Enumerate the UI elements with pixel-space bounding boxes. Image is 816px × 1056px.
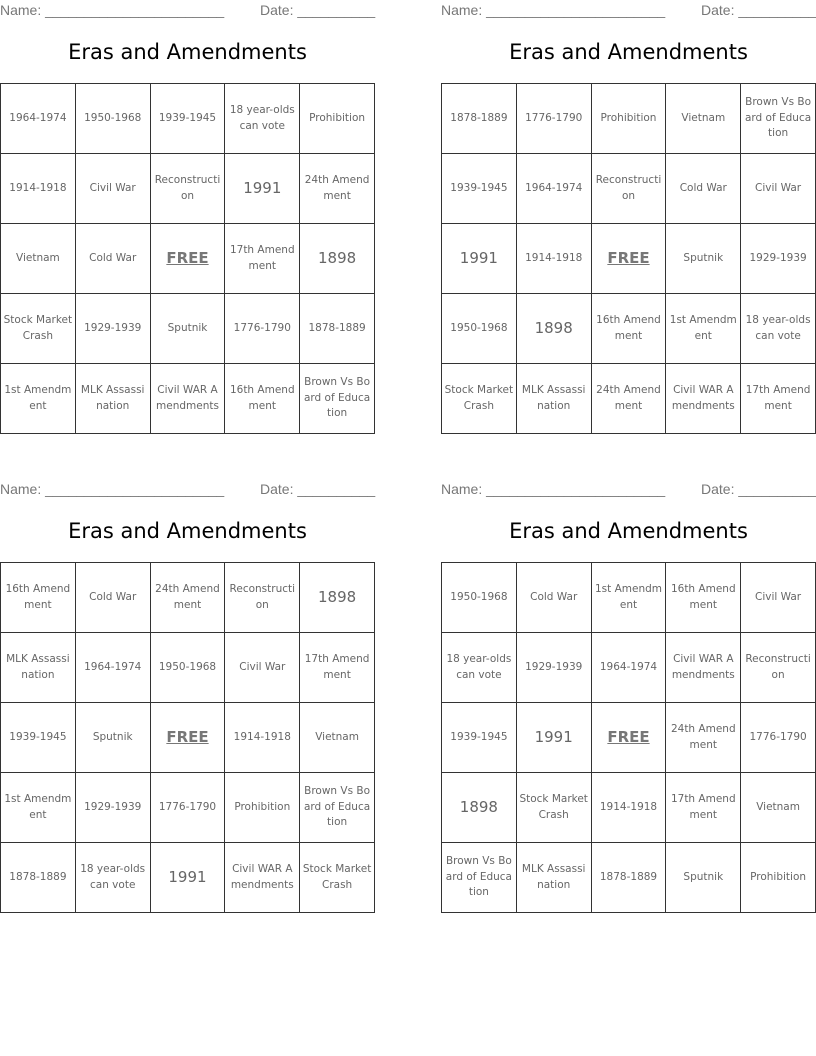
name-field-label: Name: _______________________	[441, 2, 666, 18]
bingo-grid	[0, 562, 375, 913]
bingo-cell: 1964-1974	[75, 633, 150, 703]
bingo-cell: Reconstruction	[150, 154, 225, 224]
bingo-card	[441, 0, 816, 435]
bingo-cell: MLK Assassination	[516, 843, 591, 913]
card-header	[441, 2, 816, 20]
bingo-cell: 1st Amendment	[591, 563, 666, 633]
bingo-cell: 1776-1790	[225, 294, 300, 364]
bingo-cell: 1991	[150, 843, 225, 913]
bingo-cell: 1939-1945	[1, 703, 76, 773]
bingo-grid	[441, 562, 816, 913]
bingo-cell: 1950-1968	[75, 84, 150, 154]
bingo-cell: Stock Market Crash	[516, 773, 591, 843]
grid-row	[442, 773, 816, 843]
bingo-cell: Sputnik	[75, 703, 150, 773]
grid-row	[442, 294, 816, 364]
bingo-cell: Prohibition	[591, 84, 666, 154]
grid-row	[442, 154, 816, 224]
bingo-cell: Stock Market Crash	[1, 294, 76, 364]
card-title: Eras and Amendments	[509, 519, 748, 543]
grid-row	[1, 84, 375, 154]
name-field-label: Name: _______________________	[0, 481, 225, 497]
bingo-cell: 16th Amendment	[591, 294, 666, 364]
bingo-cell: 1st Amendment	[1, 773, 76, 843]
free-space: FREE	[591, 224, 666, 294]
bingo-cell: 1929-1939	[75, 773, 150, 843]
bingo-cell: 24th Amendment	[300, 154, 375, 224]
bingo-cell: Brown Vs Board of Education	[300, 773, 375, 843]
bingo-cell: 1929-1939	[741, 224, 816, 294]
bingo-cell: 17th Amendment	[300, 633, 375, 703]
name-field-label: Name: _______________________	[441, 481, 666, 497]
date-field-label: Date: __________	[701, 481, 816, 497]
grid-row	[1, 843, 375, 913]
bingo-cell: 1878-1889	[591, 843, 666, 913]
card-title: Eras and Amendments	[68, 40, 307, 64]
bingo-cell: Brown Vs Board of Education	[300, 364, 375, 434]
bingo-cell: 24th Amendment	[591, 364, 666, 434]
bingo-cell: 1914-1918	[225, 703, 300, 773]
bingo-cell: 1964-1974	[1, 84, 76, 154]
grid-row	[1, 773, 375, 843]
grid-row	[1, 294, 375, 364]
bingo-card	[0, 0, 375, 435]
free-space: FREE	[591, 703, 666, 773]
bingo-cell: Prohibition	[225, 773, 300, 843]
bingo-cell: Prohibition	[741, 843, 816, 913]
bingo-cell: 1950-1968	[150, 633, 225, 703]
bingo-cell: MLK Assassination	[1, 633, 76, 703]
date-field-label: Date: __________	[260, 481, 376, 497]
bingo-cell: MLK Assassination	[516, 364, 591, 434]
grid-row	[442, 224, 816, 294]
bingo-cell: 1929-1939	[516, 633, 591, 703]
card-header	[0, 481, 375, 499]
bingo-cell: 1878-1889	[300, 294, 375, 364]
bingo-cell: 16th Amendment	[666, 563, 741, 633]
bingo-cell: MLK Assassination	[75, 364, 150, 434]
bingo-cell: 24th Amendment	[150, 563, 225, 633]
bingo-cell: 1914-1918	[516, 224, 591, 294]
bingo-cell: Civil War	[75, 154, 150, 224]
grid-row	[442, 563, 816, 633]
bingo-cell: Sputnik	[150, 294, 225, 364]
grid-row	[442, 633, 816, 703]
bingo-cell: Civil WAR Amendments	[666, 364, 741, 434]
bingo-cell: Cold War	[75, 224, 150, 294]
card-header	[441, 481, 816, 499]
bingo-cell: Vietnam	[741, 773, 816, 843]
bingo-cell: 1991	[225, 154, 300, 224]
free-space: FREE	[150, 703, 225, 773]
grid-row	[442, 843, 816, 913]
bingo-cell: 18 year-olds can vote	[225, 84, 300, 154]
bingo-cell: Civil WAR Amendments	[666, 633, 741, 703]
bingo-cell: 1939-1945	[442, 703, 517, 773]
bingo-cell: 18 year-olds can vote	[442, 633, 517, 703]
bingo-cell: 1929-1939	[75, 294, 150, 364]
bingo-cell: 16th Amendment	[1, 563, 76, 633]
grid-row	[442, 703, 816, 773]
bingo-cell: Reconstruction	[225, 563, 300, 633]
bingo-cell: Civil WAR Amendments	[225, 843, 300, 913]
card-title: Eras and Amendments	[509, 40, 748, 64]
bingo-cell: Prohibition	[300, 84, 375, 154]
bingo-cell: Vietnam	[666, 84, 741, 154]
grid-row	[1, 563, 375, 633]
bingo-cell: 1964-1974	[591, 633, 666, 703]
grid-row	[1, 224, 375, 294]
name-field-label: Name: _______________________	[0, 2, 225, 18]
bingo-cell: 17th Amendment	[225, 224, 300, 294]
bingo-cell: 1776-1790	[150, 773, 225, 843]
date-field-label: Date: __________	[701, 2, 816, 18]
grid-row	[1, 703, 375, 773]
bingo-cell: Brown Vs Board of Education	[442, 843, 517, 913]
bingo-card	[441, 479, 816, 914]
bingo-cell: 1898	[442, 773, 517, 843]
bingo-grid	[0, 83, 375, 434]
bingo-cell: Vietnam	[300, 703, 375, 773]
bingo-cell: 1st Amendment	[1, 364, 76, 434]
bingo-cell: 1914-1918	[1, 154, 76, 224]
bingo-cell: 18 year-olds can vote	[75, 843, 150, 913]
bingo-cell: Reconstruction	[741, 633, 816, 703]
card-title: Eras and Amendments	[68, 519, 307, 543]
bingo-cell: 1898	[300, 563, 375, 633]
bingo-cell: 1939-1945	[442, 154, 517, 224]
bingo-cell: Civil WAR Amendments	[150, 364, 225, 434]
grid-row	[442, 364, 816, 434]
bingo-cell: Sputnik	[666, 224, 741, 294]
bingo-card	[0, 479, 375, 914]
bingo-cell: 24th Amendment	[666, 703, 741, 773]
bingo-cell: Cold War	[516, 563, 591, 633]
bingo-cell: Civil War	[741, 154, 816, 224]
bingo-cell: 1898	[516, 294, 591, 364]
bingo-cell: 1st Amendment	[666, 294, 741, 364]
bingo-cell: 16th Amendment	[225, 364, 300, 434]
bingo-cell: 1878-1889	[442, 84, 517, 154]
bingo-cell: 1950-1968	[442, 294, 517, 364]
bingo-cell: 1939-1945	[150, 84, 225, 154]
bingo-cell: Stock Market Crash	[300, 843, 375, 913]
bingo-cell: 1914-1918	[591, 773, 666, 843]
bingo-cell: 1964-1974	[516, 154, 591, 224]
bingo-grid	[441, 83, 816, 434]
bingo-cell: 1776-1790	[516, 84, 591, 154]
bingo-cell: Stock Market Crash	[442, 364, 517, 434]
grid-row	[1, 633, 375, 703]
grid-row	[1, 154, 375, 224]
bingo-cell: Reconstruction	[591, 154, 666, 224]
grid-row	[1, 364, 375, 434]
date-field-label: Date: __________	[260, 2, 376, 18]
bingo-cell: 1776-1790	[741, 703, 816, 773]
card-header	[0, 2, 375, 20]
grid-row	[442, 84, 816, 154]
free-space: FREE	[150, 224, 225, 294]
bingo-cell: Cold War	[75, 563, 150, 633]
bingo-cell: 1878-1889	[1, 843, 76, 913]
bingo-cell: 1898	[300, 224, 375, 294]
bingo-cell: 1950-1968	[442, 563, 517, 633]
bingo-cell: 17th Amendment	[666, 773, 741, 843]
bingo-cell: 17th Amendment	[741, 364, 816, 434]
bingo-cell: Sputnik	[666, 843, 741, 913]
bingo-cell: 1991	[442, 224, 517, 294]
bingo-cell: Vietnam	[1, 224, 76, 294]
bingo-cell: Civil War	[741, 563, 816, 633]
bingo-cell: 1991	[516, 703, 591, 773]
bingo-cell: Brown Vs Board of Education	[741, 84, 816, 154]
bingo-cell: 18 year-olds can vote	[741, 294, 816, 364]
bingo-cell: Cold War	[666, 154, 741, 224]
bingo-cell: Civil War	[225, 633, 300, 703]
